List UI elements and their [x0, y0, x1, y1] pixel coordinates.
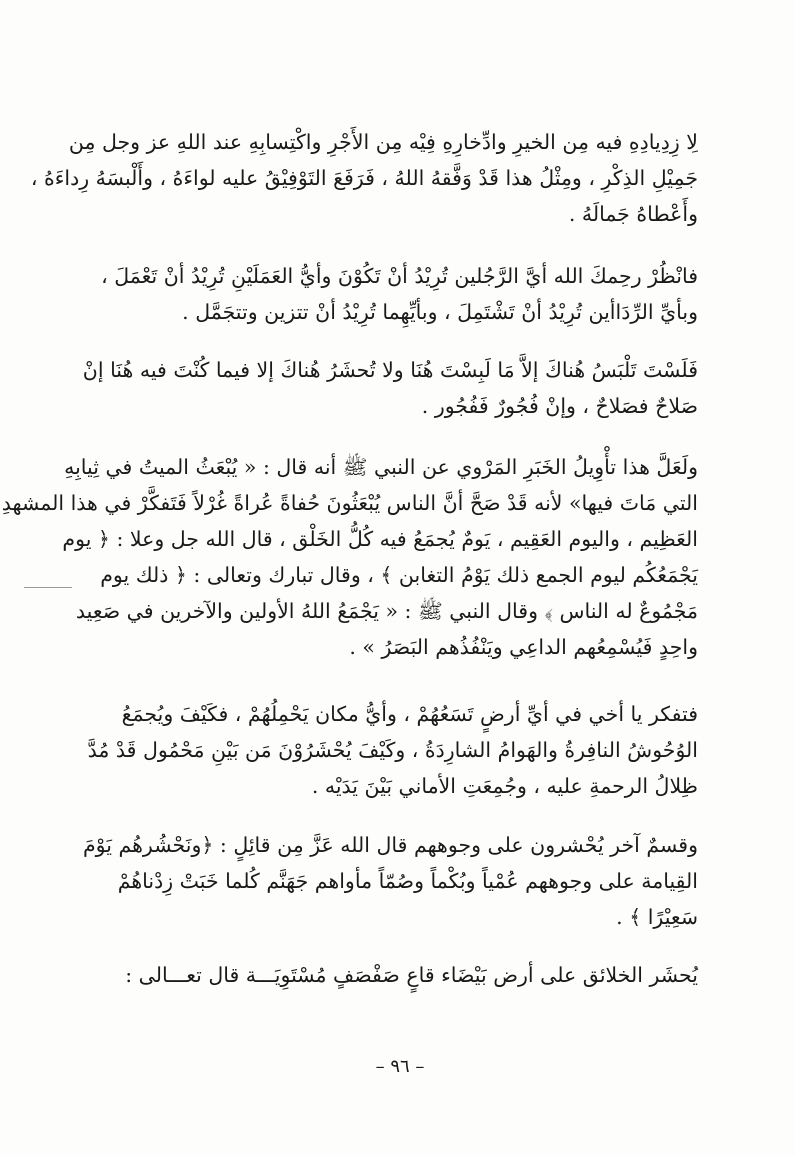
text-line: لِا زِدِيادِهِ فيه مِن الخيرِ وادِّخارِهِ فِيْه مِن الأَجْرِ واكْتِسابِهِ عند اللهِ عز وجل مِن	[68, 130, 698, 154]
paragraph-1	[30, 124, 698, 232]
text-line: الوُحُوشُ النافِرةُ والهَوامُ الشارِدَةُ ، وكَيْفَ يُحْشَرُوْنَ مَن بَيْنِ مَحْمُول قَدْ مُدَّ	[87, 738, 698, 762]
text-line: سَعِيْرًا ﴾ .	[616, 905, 698, 929]
text-line: فتفكر يا أخي في أيِّ أرضٍ تَسَعُهُمْ ، وأيُّ مكان يَحْمِلُهُمْ ، فكَيْفَ ويُجمَعُ	[121, 702, 698, 726]
text-line: ولَعَلَّ هذا تأْوِيلُ الخَبَرِ المَرْوي عن النبي ﷺ أنه قال : « يُبْعَثُ الميتُ في ثِيابِهِ	[64, 455, 698, 479]
text-line: وبأيِّ الرِّدَاأين تُرِيْدُ أنْ تَشْتَمِلَ ، وبأيِّهِما تُرِيْدُ أنْ تتزين وتتجَمَّل .	[182, 300, 698, 324]
paragraph-4	[1, 449, 698, 665]
text-line: يَجْمَعُكُم ليوم الجمع ذلك يَوْمُ التغابن ﴾ ، وقال تبارك وتعالى : ﴿ ذلك يوم	[100, 563, 698, 587]
paragraph-6	[82, 827, 698, 935]
text-line: جَمِيْلِ الذِكْرِ ، ومِثْلُ هذا قَدْ وَفَّقهُ اللهُ ، فَرَفَعَ التَوْفِيْقُ عليه لواءَهُ ، وأَلْبسَهُ رِداءَهُ ،	[30, 166, 698, 190]
scan-margin-line	[24, 587, 72, 588]
text-line: القِيامة على وجوههم عُمْياً وبُكْماً وصُمّاً مأواهم جَهَنَّم كُلما خَبَتْ زِدْناهُمْ	[117, 869, 698, 893]
text-line: فانْظُرْ رحِمكَ الله أيَّ الرَّجُلين تُرِيْدُ أنْ تَكُوْنَ وأيُّ العَمَلَيْنِ تُرِيْدُ أنْ تَعْمَلَ ،	[101, 264, 698, 288]
text-line: وأَعْطاهُ جَمالَهُ .	[568, 202, 698, 226]
paragraph-2	[101, 258, 698, 330]
page-number: – ٩٦ –	[375, 1056, 425, 1077]
text-line: صَلاحٌ فصَلاحٌ ، وإنْ فُجُورٌ فَفُجُور .	[421, 394, 698, 418]
text-line: ظِلالُ الرحمةِ عليه ، وجُمِعَتِ الأماني بَيْنَ يَدَيْه .	[311, 774, 698, 798]
paragraph-5	[87, 696, 698, 804]
text-line: العَظِيم ، واليوم العَقِيم ، يَومٌ يُجمَعُ فيه كُلُّ الخَلْق ، قال الله جل وعلا : ﴿ يوم	[62, 527, 698, 551]
paragraph-3	[82, 352, 698, 424]
text-line: يُحشَر الخلائق على أرض بَيْضَاء قاعٍ صَفْصَفٍ مُسْتَوِيَـــة قال تعـــالى :	[125, 963, 698, 987]
text-line: مَجْمُوعٌ له الناس ﴾ وقال النبي ﷺ : « يَجْمَعُ اللهُ الأولين والآخرين في صَعِيد	[75, 599, 698, 623]
text-line: فَلَسْتَ تَلْبَسُ هُناكَ إلاَّ مَا لَبِسْتَ هُنَا ولا تُحشَرُ هُناكَ إلا فيما كُنْتَ فيه هُنَا إنْ	[82, 358, 698, 382]
paragraph-7	[122, 957, 698, 993]
text-line: وقسمٌ آخر يُحْشرون على وجوههم قال الله عَزَّ مِن قائِلٍ : ﴿ونَحْشُرهُم يَوْمَ	[82, 833, 698, 857]
text-line: التي مَاتَ فيها» لأنه قَدْ صَحَّ أنَّ الناس يُبْعَثُونَ حُفاةً عُراةً غُرْلاً فَتَفكَّرْ في هذا المشهدِ	[1, 491, 698, 515]
text-line: واحِدٍ فَيُسْمِعُهم الداعِي ويَنْفُذُهم البَصَرُ » .	[349, 635, 698, 659]
